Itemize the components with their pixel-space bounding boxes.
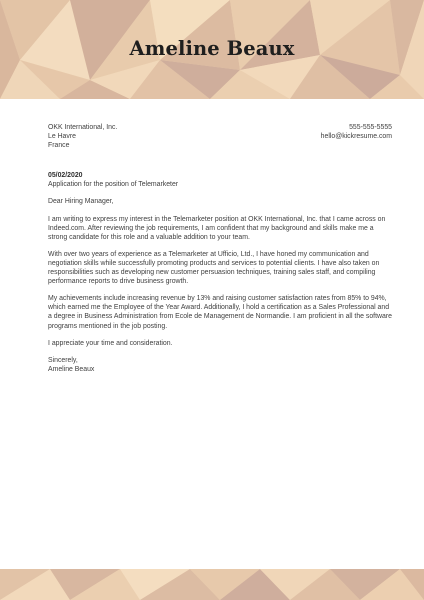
- letter-content: [48, 123, 392, 374]
- letter-signature: Ameline Beaux: [48, 365, 95, 373]
- letter-closing: Sincerely,: [48, 356, 78, 364]
- letter-paragraph: My achievements include increasing revenue by 13% and raising customer satisfaction rates from 85% to 94%, which earned me the Employee of the Year Award. Additionally, I hold a certification as a Sales Professional and a degree in Business Administration from Ecole de Management de Normandie. I am proficient in all the software programs mentioned in the job posting.: [48, 295, 392, 330]
- footer-banner: [0, 569, 424, 600]
- contact-row: [48, 123, 392, 150]
- sender-country: France: [48, 142, 70, 150]
- letter-paragraph: I am writing to express my interest in the Telemarketer position at OKK International, Inc. that I came across on Indeed.com. After reviewing the job requirements, I am confident that my background and skills make me a strong candidate for this role and a valuable addition to your team.: [48, 215, 386, 241]
- sender-city: Le Havre: [48, 133, 76, 141]
- letter-paragraph: With over two years of experience as a Telemarketer at Ufficio, Ltd., I have honed my communication and negotiation skills while successfully promoting products and services to potential clients. I have also taken on responsibilities such as developing new customer persuasion techniques, training sales staff, and compiling performance reports to drive business growth.: [48, 250, 380, 286]
- letter-greeting: Dear Hiring Manager,: [48, 198, 114, 206]
- sender-address: [48, 123, 117, 150]
- header-banner: [0, 0, 424, 99]
- applicant-name-heading: Ameline Beaux: [129, 37, 295, 60]
- contact-details: [321, 123, 392, 150]
- letter-subject: Application for the position of Telemarketer: [48, 181, 179, 189]
- footer-geometric-background: [0, 569, 424, 600]
- phone-number: 555-555-5555: [349, 124, 392, 131]
- sender-company: OKK International, Inc.: [48, 124, 118, 131]
- email-address: hello@kickresume.com: [320, 133, 392, 141]
- letter-paragraph: I appreciate your time and consideration.: [48, 339, 173, 347]
- letter-date: 05/02/2020: [48, 172, 83, 180]
